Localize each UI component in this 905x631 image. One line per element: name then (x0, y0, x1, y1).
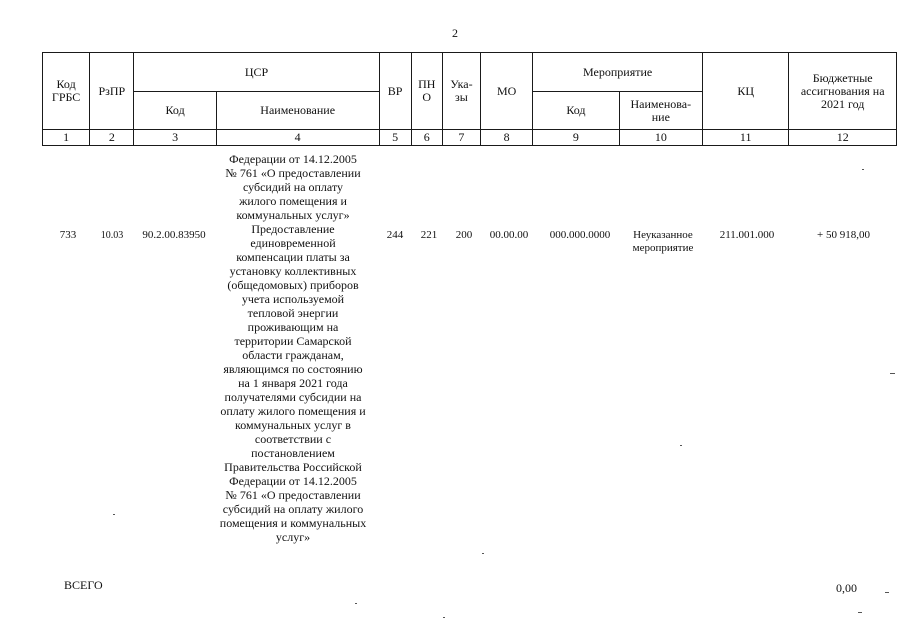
cell-amount: + 50 918,00 (817, 229, 870, 241)
name-line: проживающим на (247, 320, 339, 334)
column-number: 11 (703, 130, 789, 146)
header-kc: КЦ (703, 53, 789, 130)
column-number: 4 (216, 130, 379, 146)
scan-speck (355, 603, 357, 604)
cell-mer-kod: 000.000.0000 (549, 229, 611, 241)
header-rzpr: РзПР (90, 53, 134, 130)
total-value: 0,00 (836, 581, 857, 595)
column-number: 5 (379, 130, 411, 146)
column-number: 6 (411, 130, 442, 146)
name-line: установку коллективных (229, 264, 357, 278)
header-vr: ВР (379, 53, 411, 130)
name-line: учета используемой (241, 292, 345, 306)
header-kod-grbs: Код ГРБС (43, 53, 90, 130)
cell-kod-grbs: 733 (59, 229, 77, 241)
column-number-row (43, 130, 897, 146)
name-line: оплату жилого помещения и (220, 404, 366, 418)
header-mer-kod: Код (533, 92, 619, 130)
header-ukazy: Ука- зы (442, 53, 480, 130)
column-number: 10 (619, 130, 702, 146)
cell-csr-name (212, 152, 374, 544)
name-line: Правительства Российской (224, 460, 362, 474)
name-line: на 1 января 2021 года (238, 376, 348, 390)
name-line: (общедомовых) приборов (227, 278, 359, 292)
name-line: услуг» (275, 530, 311, 544)
total-label: ВСЕГО (64, 578, 103, 592)
page-number: 2 (452, 26, 458, 40)
name-line: территории Самарской (234, 334, 352, 348)
name-line: являющимся по состоянию (223, 362, 363, 376)
header-mo: МО (481, 53, 533, 130)
column-number: 8 (481, 130, 533, 146)
cell-ukazy: 200 (455, 229, 473, 241)
name-line: субсидий на оплату (242, 180, 344, 194)
name-line: соответствии с (254, 432, 332, 446)
cell-kc: 211.001.000 (719, 229, 775, 241)
name-line: постановлением (251, 446, 335, 460)
header-budget: Бюджетные ассигнования на 2021 год (789, 53, 897, 130)
header-row-top (43, 53, 897, 92)
name-line: коммунальных услуг» (236, 208, 350, 222)
header-csr-name: Наименование (216, 92, 379, 130)
scan-speck (885, 592, 889, 593)
name-line: получателями субсидии на (224, 390, 362, 404)
column-number: 1 (43, 130, 90, 146)
scan-speck (443, 617, 445, 618)
scan-speck (680, 445, 682, 446)
name-line: Федерации от 14.12.2005 (229, 152, 357, 166)
header-pno: ПН О (411, 53, 442, 130)
name-line: помещения и коммунальных (219, 516, 367, 530)
column-number: 9 (533, 130, 619, 146)
header-mer-name: Наименова- ние (619, 92, 702, 130)
name-line: Федерации от 14.12.2005 (229, 474, 357, 488)
name-line: коммунальных услуг в (235, 418, 351, 432)
name-line: компенсации платы за (236, 250, 350, 264)
header-csr-kod: Код (134, 92, 216, 130)
scan-speck (862, 169, 864, 170)
name-line: № 761 «О предоставлении (225, 488, 361, 502)
name-line: субсидий на оплату жилого (222, 502, 364, 516)
cell-mo: 00.00.00 (489, 229, 529, 241)
header-meropriyatie: Мероприятие (533, 53, 703, 92)
column-number: 3 (134, 130, 216, 146)
cell-rzpr: 10.03 (100, 230, 124, 241)
header-csr: ЦСР (134, 53, 379, 92)
name-line: области гражданам, (242, 348, 344, 362)
cell-vr: 244 (386, 229, 404, 241)
scan-speck (858, 612, 862, 613)
scan-speck (890, 373, 895, 374)
name-line: единовременной (250, 236, 336, 250)
cell-pno: 221 (420, 229, 438, 241)
name-line: № 761 «О предоставлении (225, 166, 361, 180)
name-line: Предоставление (251, 222, 335, 236)
scan-speck (113, 514, 115, 515)
name-line: жилого помещения и (239, 194, 347, 208)
column-number: 7 (442, 130, 480, 146)
cell-csr-kod: 90.2.00.83950 (142, 229, 206, 241)
column-number: 12 (789, 130, 897, 146)
budget-table (42, 52, 897, 146)
scan-speck (482, 553, 484, 554)
column-number: 2 (90, 130, 134, 146)
name-line: тепловой энергии (247, 306, 339, 320)
cell-mer-name: Неуказанное мероприятие (632, 229, 694, 254)
